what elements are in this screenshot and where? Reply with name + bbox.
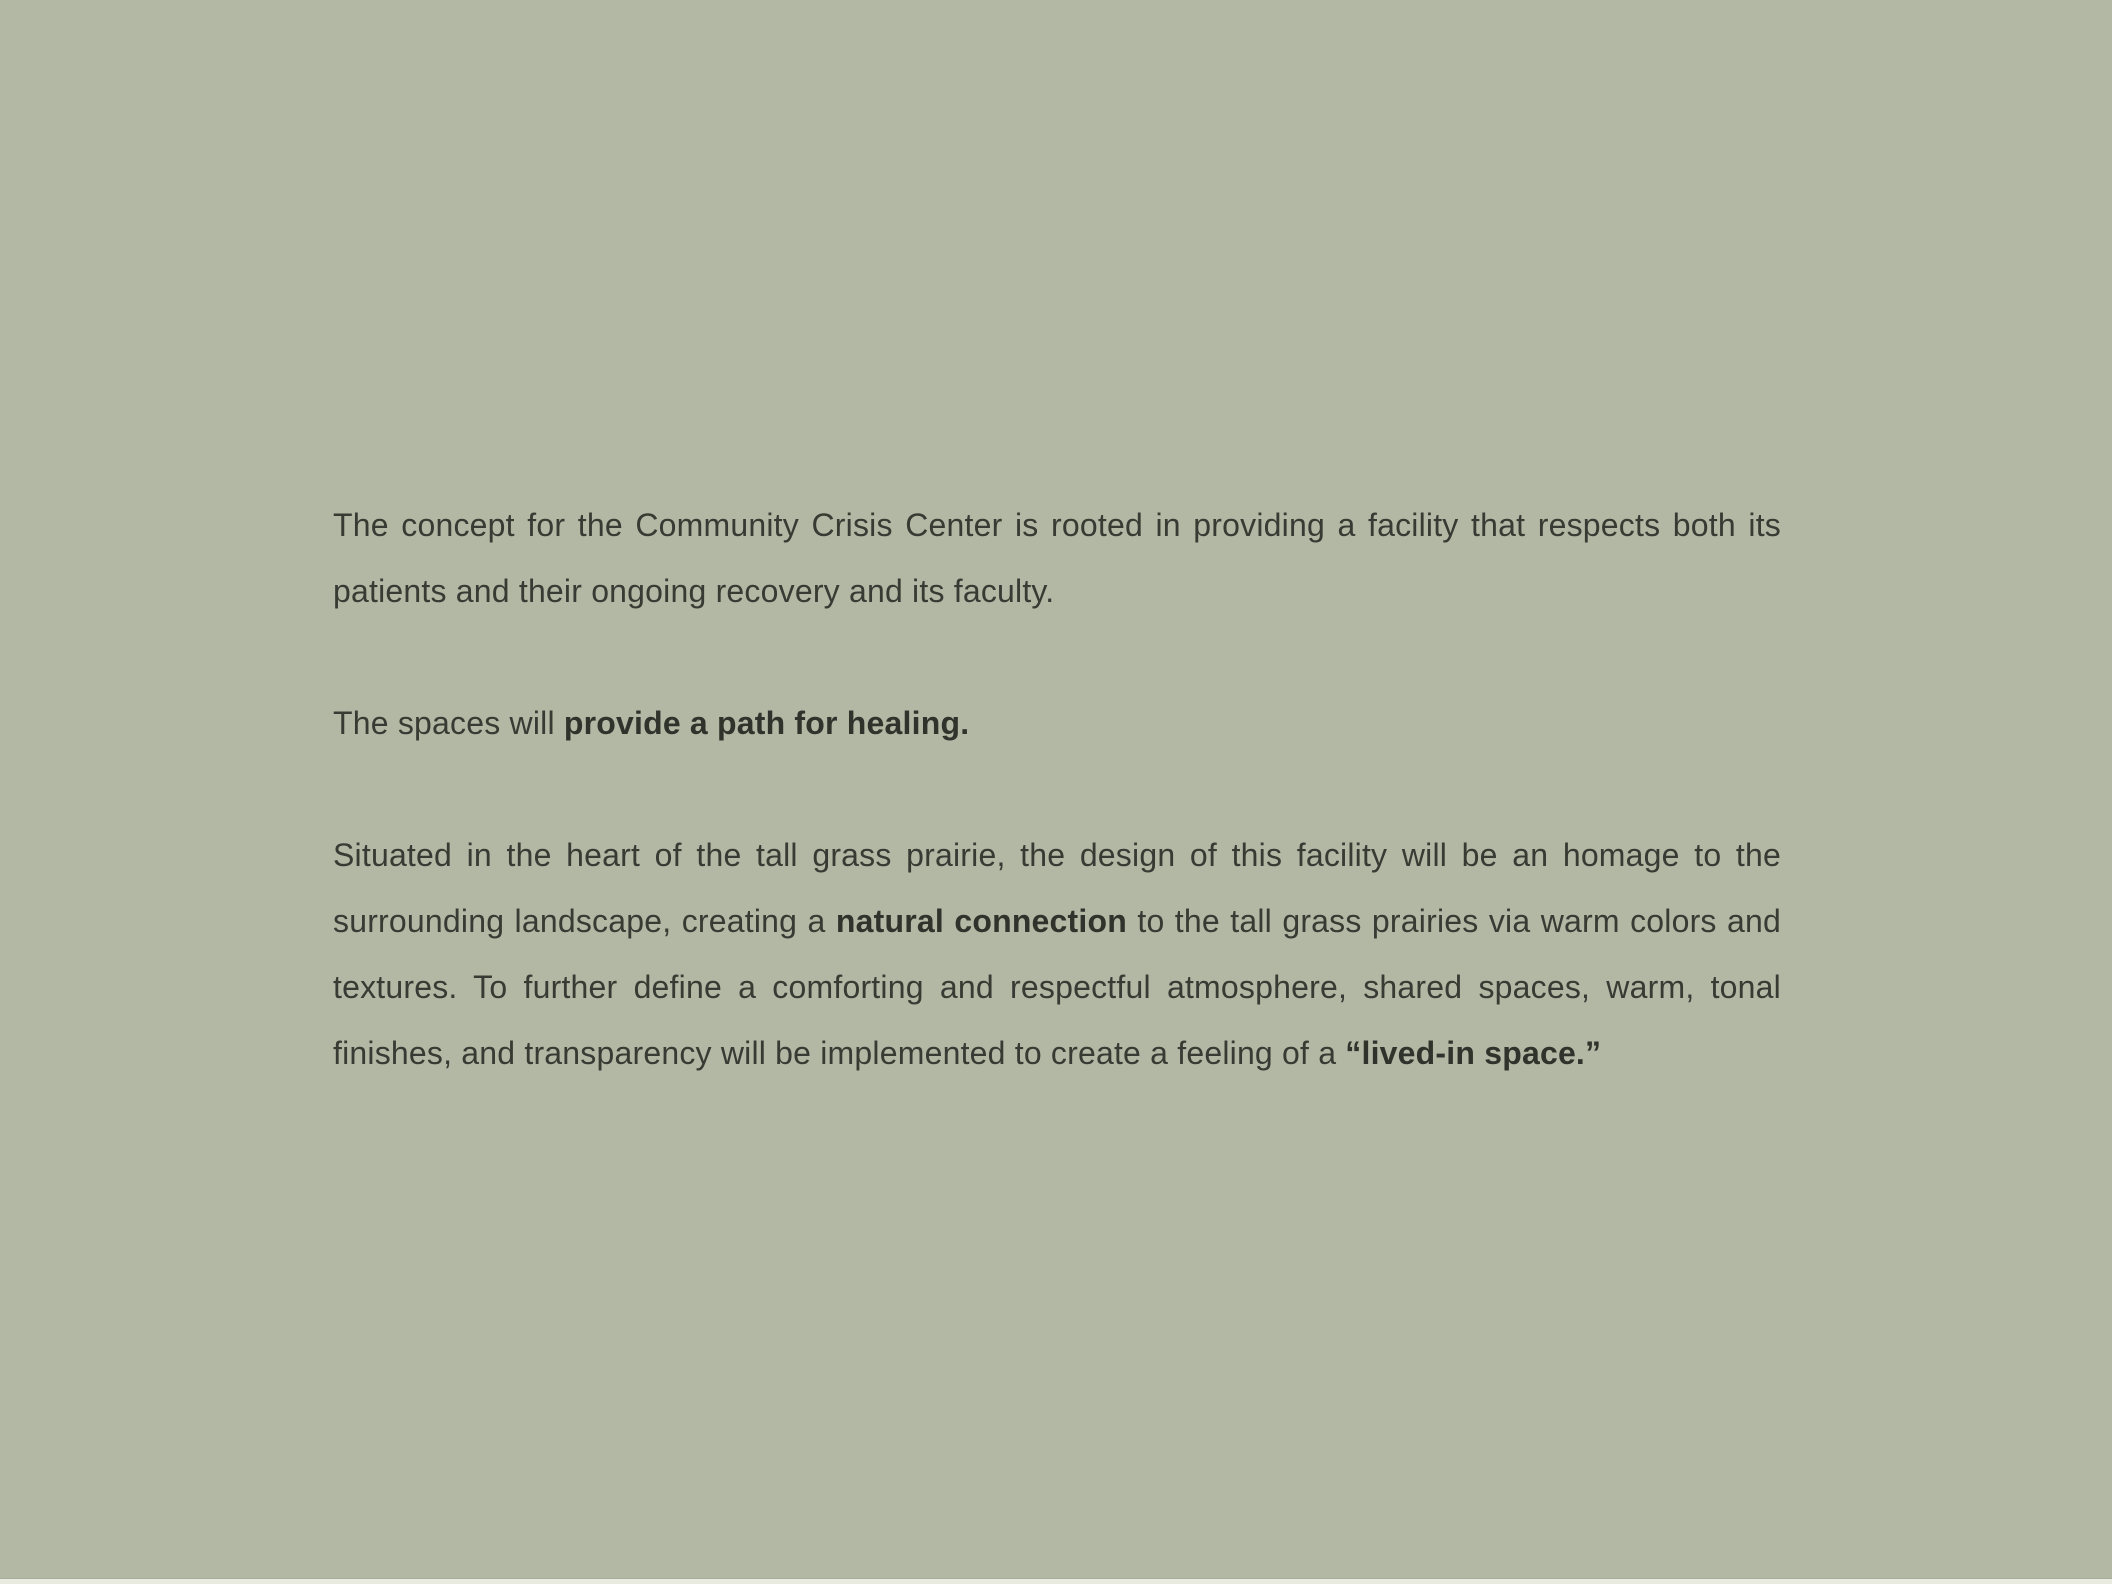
body-text <box>333 492 1781 1086</box>
paragraph-spaces-emphasis: provide a path for healing. <box>563 705 970 741</box>
paragraph-concept-text: The concept for the Community Crisis Center is rooted in providing a facility that respects both its patients and their ongoing recovery and its faculty. <box>333 507 1781 609</box>
paragraph-design-part2: to the tall grass prairies via warm colors and textures. To further define a comforting and respectful atmosphere, shared spaces, warm, tonal finishes, and transparency will be implemented to create a feeling of a <box>333 903 1781 1071</box>
paragraph-concept <box>333 492 1781 624</box>
paragraph-design-emphasis-lived-in-space: “lived-in space.” <box>1345 1035 1602 1071</box>
paragraph-design-part1: Situated in the heart of the tall grass prairie, the design of this facility will be an homage to the surrounding landscape, creating a <box>333 837 1781 939</box>
bottom-edge-strip <box>0 1578 2112 1584</box>
paragraph-spaces <box>333 690 1781 756</box>
paragraph-spaces-lead: The spaces will <box>333 705 564 741</box>
paragraph-design <box>333 822 1781 1086</box>
paragraph-design-emphasis-natural-connection: natural connection <box>835 903 1127 939</box>
